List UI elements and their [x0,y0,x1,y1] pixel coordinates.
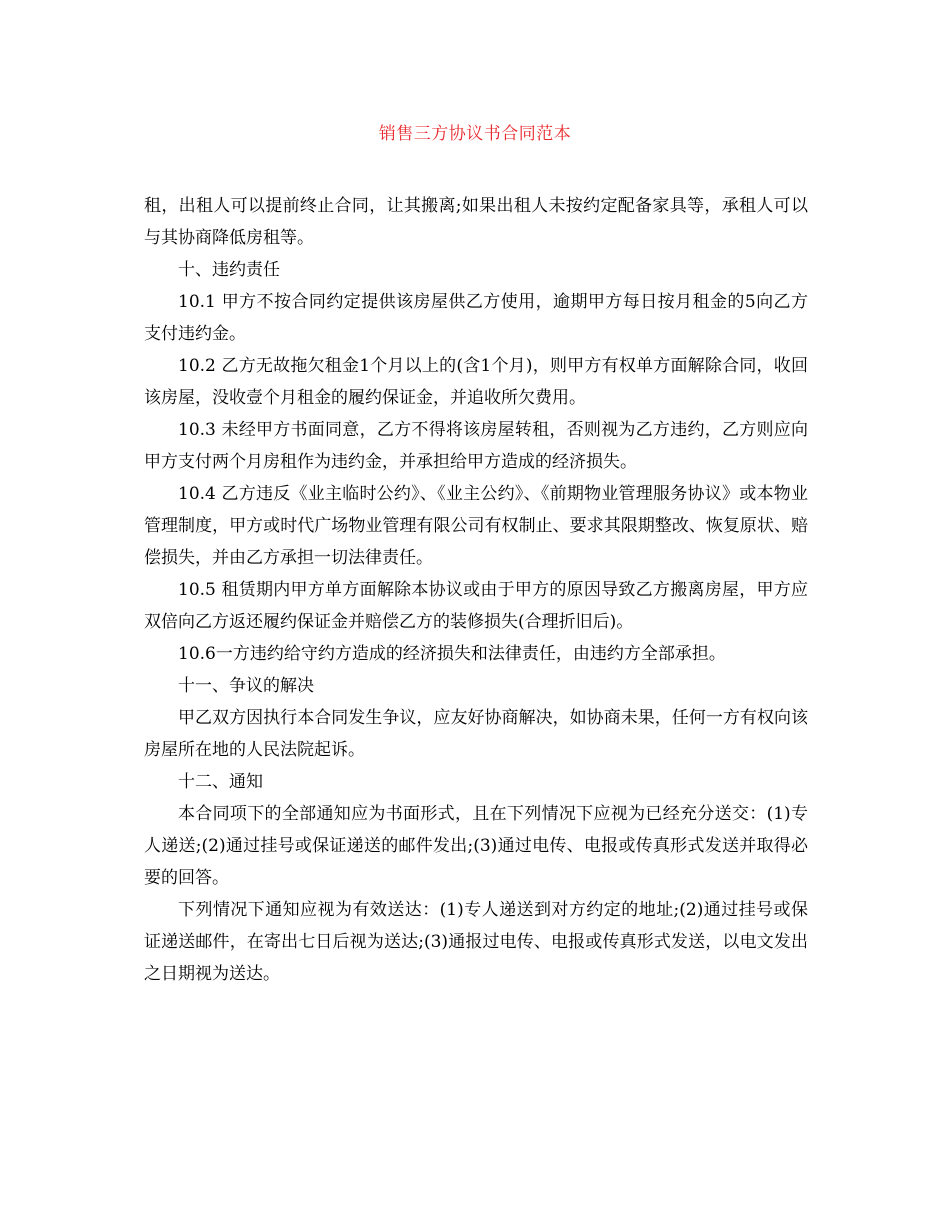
section-heading: 十、违约责任 [178,260,280,280]
paragraph: 10.2 乙方无故拖欠租金1个月以上的(含1个月)，则甲方有权单方面解除合同，收回该房屋，没收壹个月租金的履约保证金，并追收所欠费用。 [144,356,808,408]
section-heading: 十二、通知 [178,772,263,792]
section-heading: 十一、争议的解决 [178,676,314,696]
paragraph: 下列情况下通知应视为有效送达：(1)专人递送到对方约定的地址;(2)通过挂号或保证递送邮件，在寄出七日后视为送达;(3)通报过电传、电报或传真形式发送，以电文发出之日期视为送达。 [144,900,808,984]
paragraph: 甲乙双方因执行本合同发生争议，应友好协商解决，如协商未果，任何一方有权向该房屋所在地的人民法院起诉。 [144,708,808,760]
document-body [144,190,808,990]
paragraph: 10.3 未经甲方书面同意，乙方不得将该房屋转租，否则视为乙方违约，乙方则应向甲方支付两个月房租作为违约金，并承担给甲方造成的经济损失。 [144,420,808,472]
paragraph: 10.1 甲方不按合同约定提供该房屋供乙方使用，逾期甲方每日按月租金的5向乙方支付违约金。 [144,292,808,344]
page-title: 销售三方协议书合同范本 [378,124,572,144]
paragraph: 租，出租人可以提前终止合同，让其搬离;如果出租人未按约定配备家具等，承租人可以与其协商降低房租等。 [144,196,808,248]
paragraph: 本合同项下的全部通知应为书面形式，且在下列情况下应视为已经充分送交：(1)专人递送;(2)通过挂号或保证递送的邮件发出;(3)通过电传、电报或传真形式发送并取得必要的回答。 [144,804,808,888]
paragraph: 10.5 租赁期内甲方单方面解除本协议或由于甲方的原因导致乙方搬离房屋，甲方应双倍向乙方返还履约保证金并赔偿乙方的装修损失(合理折旧后)。 [144,580,808,632]
paragraph: 10.4 乙方违反《业主临时公约》、《业主公约》、《前期物业管理服务协议》或本物业管理制度，甲方或时代广场物业管理有限公司有权制止、要求其限期整改、恢复原状、赔偿损失，并由乙方承担一切法律责任。 [144,484,808,568]
paragraph: 10.6一方违约给守约方造成的经济损失和法律责任，由违约方全部承担。 [178,644,726,664]
